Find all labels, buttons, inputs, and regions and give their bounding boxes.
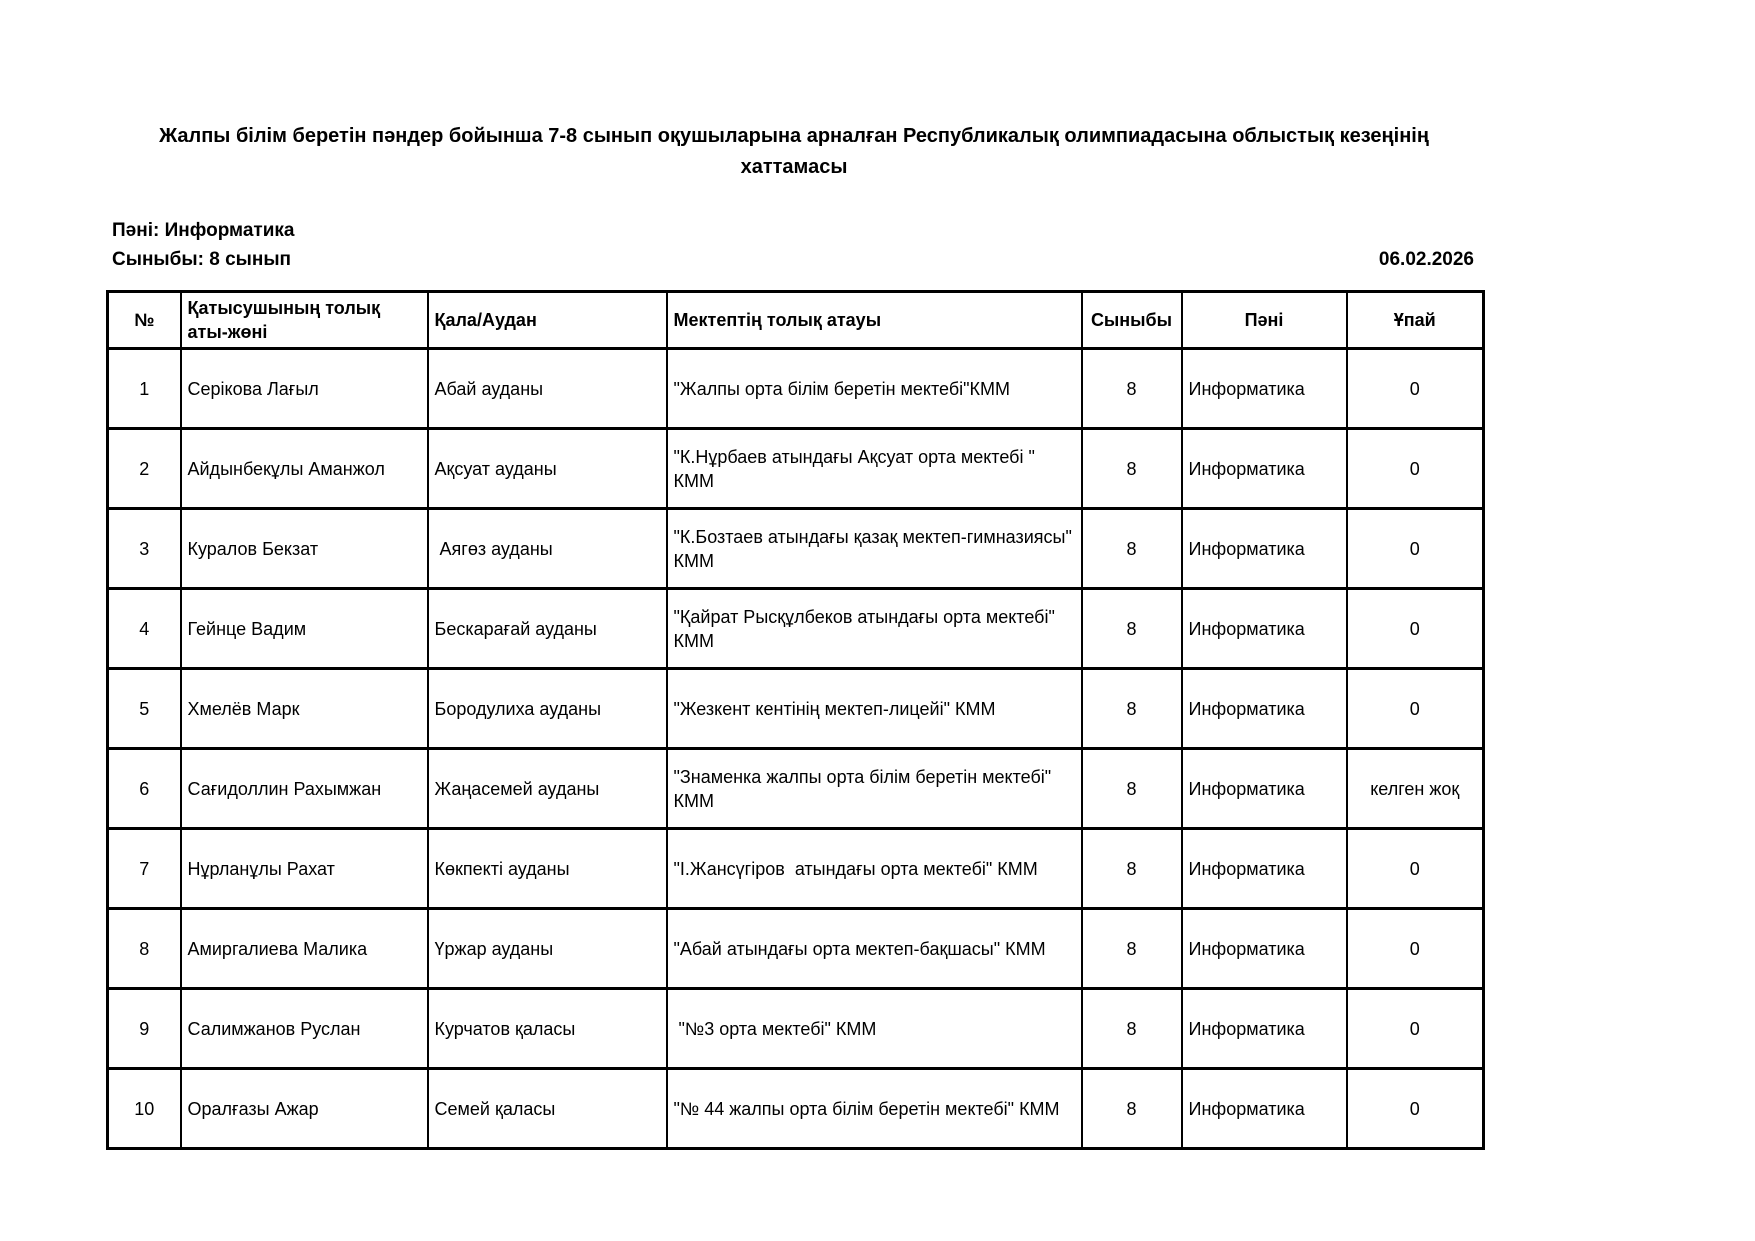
table-cell: 9 bbox=[108, 989, 181, 1069]
table-header-row bbox=[108, 292, 1484, 349]
table-row bbox=[108, 749, 1484, 829]
column-header-4: Сыныбы bbox=[1082, 292, 1182, 349]
table-cell: Хмелёв Марк bbox=[181, 669, 428, 749]
table-cell: 0 bbox=[1347, 589, 1484, 669]
table-cell: Информатика bbox=[1182, 1069, 1347, 1149]
subject-line: Пәні: Информатика bbox=[112, 220, 295, 241]
table-cell: 0 bbox=[1347, 669, 1484, 749]
results-table-body bbox=[108, 349, 1484, 1149]
table-row bbox=[108, 429, 1484, 509]
table-cell: "К.Нұрбаев атындағы Ақсуат орта мектебі " КММ bbox=[667, 429, 1082, 509]
table-cell: Абай ауданы bbox=[428, 349, 667, 429]
table-cell: Информатика bbox=[1182, 589, 1347, 669]
table-cell: Семей қаласы bbox=[428, 1069, 667, 1149]
table-cell: Көкпекті ауданы bbox=[428, 829, 667, 909]
table-cell: 0 bbox=[1347, 829, 1484, 909]
table-cell: 2 bbox=[108, 429, 181, 509]
table-cell: "Жалпы орта білім беретін мектебі"КММ bbox=[667, 349, 1082, 429]
table-row bbox=[108, 1069, 1484, 1149]
table-cell: Айдынбекұлы Аманжол bbox=[181, 429, 428, 509]
table-cell: 8 bbox=[1082, 829, 1182, 909]
table-cell: "Қайрат Рысқұлбеков атындағы орта мектебі" КММ bbox=[667, 589, 1082, 669]
table-cell: 0 bbox=[1347, 429, 1484, 509]
table-cell: Информатика bbox=[1182, 909, 1347, 989]
column-header-5: Пәні bbox=[1182, 292, 1347, 349]
table-cell: Куралов Бекзат bbox=[181, 509, 428, 589]
column-header-0: № bbox=[108, 292, 181, 349]
table-cell: Информатика bbox=[1182, 829, 1347, 909]
table-cell: Сағидоллин Рахымжан bbox=[181, 749, 428, 829]
table-cell: "Жезкент кентінің мектеп-лицейі" КММ bbox=[667, 669, 1082, 749]
table-cell: Курчатов қаласы bbox=[428, 989, 667, 1069]
column-header-3: Мектептің толық атауы bbox=[667, 292, 1082, 349]
table-cell: 8 bbox=[1082, 1069, 1182, 1149]
table-cell: 3 bbox=[108, 509, 181, 589]
table-cell: Үржар ауданы bbox=[428, 909, 667, 989]
table-cell: 4 bbox=[108, 589, 181, 669]
table-cell: Серікова Лағыл bbox=[181, 349, 428, 429]
table-cell: 0 bbox=[1347, 349, 1484, 429]
table-cell: Бородулиха ауданы bbox=[428, 669, 667, 749]
results-table bbox=[106, 290, 1485, 1150]
table-cell: келген жоқ bbox=[1347, 749, 1484, 829]
document-title-line2: хаттамасы bbox=[740, 156, 848, 178]
document-meta bbox=[112, 216, 1478, 274]
class-line: Сыныбы: 8 сынып bbox=[112, 249, 292, 270]
table-cell: 0 bbox=[1347, 909, 1484, 989]
table-cell: Аягөз ауданы bbox=[428, 509, 667, 589]
table-row bbox=[108, 669, 1484, 749]
table-cell: 0 bbox=[1347, 509, 1484, 589]
document-title-line1: Жалпы білім беретін пәндер бойынша 7-8 сынып оқушыларына арналған Республикалық олимпиадасына облыстық кезеңінің bbox=[159, 125, 1429, 147]
column-header-6: Ұпай bbox=[1347, 292, 1484, 349]
table-cell: Оралғазы Ажар bbox=[181, 1069, 428, 1149]
column-header-2: Қала/Аудан bbox=[428, 292, 667, 349]
table-cell: Информатика bbox=[1182, 669, 1347, 749]
table-cell: Салимжанов Руслан bbox=[181, 989, 428, 1069]
table-cell: 5 bbox=[108, 669, 181, 749]
table-cell: "№3 орта мектебі" КММ bbox=[667, 989, 1082, 1069]
table-row bbox=[108, 989, 1484, 1069]
table-cell: Жаңасемей ауданы bbox=[428, 749, 667, 829]
table-cell: 1 bbox=[108, 349, 181, 429]
document-title bbox=[106, 121, 1482, 183]
table-cell: Бескарағай ауданы bbox=[428, 589, 667, 669]
table-cell: Информатика bbox=[1182, 429, 1347, 509]
table-row bbox=[108, 909, 1484, 989]
table-cell: 8 bbox=[1082, 669, 1182, 749]
table-cell: 8 bbox=[1082, 749, 1182, 829]
table-cell: 8 bbox=[1082, 589, 1182, 669]
table-cell: 0 bbox=[1347, 1069, 1484, 1149]
table-row bbox=[108, 829, 1484, 909]
date-label: 06.02.2026 bbox=[1378, 249, 1474, 270]
table-cell: "К.Бозтаев атындағы қазақ мектеп-гимназиясы" КММ bbox=[667, 509, 1082, 589]
table-cell: 10 bbox=[108, 1069, 181, 1149]
table-cell: 8 bbox=[1082, 909, 1182, 989]
table-cell: Информатика bbox=[1182, 509, 1347, 589]
table-cell: "Абай атындағы орта мектеп-бақшасы" КММ bbox=[667, 909, 1082, 989]
table-row bbox=[108, 349, 1484, 429]
table-cell: Информатика bbox=[1182, 989, 1347, 1069]
table-cell: Информатика bbox=[1182, 349, 1347, 429]
meta-left bbox=[112, 216, 295, 274]
table-cell: 8 bbox=[1082, 429, 1182, 509]
table-cell: 8 bbox=[1082, 989, 1182, 1069]
table-cell: 7 bbox=[108, 829, 181, 909]
table-cell: Ақсуат ауданы bbox=[428, 429, 667, 509]
table-cell: 6 bbox=[108, 749, 181, 829]
column-header-1: Қатысушының толық аты-жөні bbox=[181, 292, 428, 349]
table-cell: 8 bbox=[1082, 349, 1182, 429]
table-cell: Гейнце Вадим bbox=[181, 589, 428, 669]
table-cell: 0 bbox=[1347, 989, 1484, 1069]
table-cell: Информатика bbox=[1182, 749, 1347, 829]
table-cell: "Знаменка жалпы орта білім беретін мектебі" КММ bbox=[667, 749, 1082, 829]
table-cell: "І.Жансүгіров атындағы орта мектебі" КММ bbox=[667, 829, 1082, 909]
table-cell: Нұрланұлы Рахат bbox=[181, 829, 428, 909]
table-cell: 8 bbox=[108, 909, 181, 989]
table-row bbox=[108, 589, 1484, 669]
table-row bbox=[108, 509, 1484, 589]
table-cell: Амиргалиева Малика bbox=[181, 909, 428, 989]
table-cell: "№ 44 жалпы орта білім беретін мектебі" КММ bbox=[667, 1069, 1082, 1149]
table-cell: 8 bbox=[1082, 509, 1182, 589]
